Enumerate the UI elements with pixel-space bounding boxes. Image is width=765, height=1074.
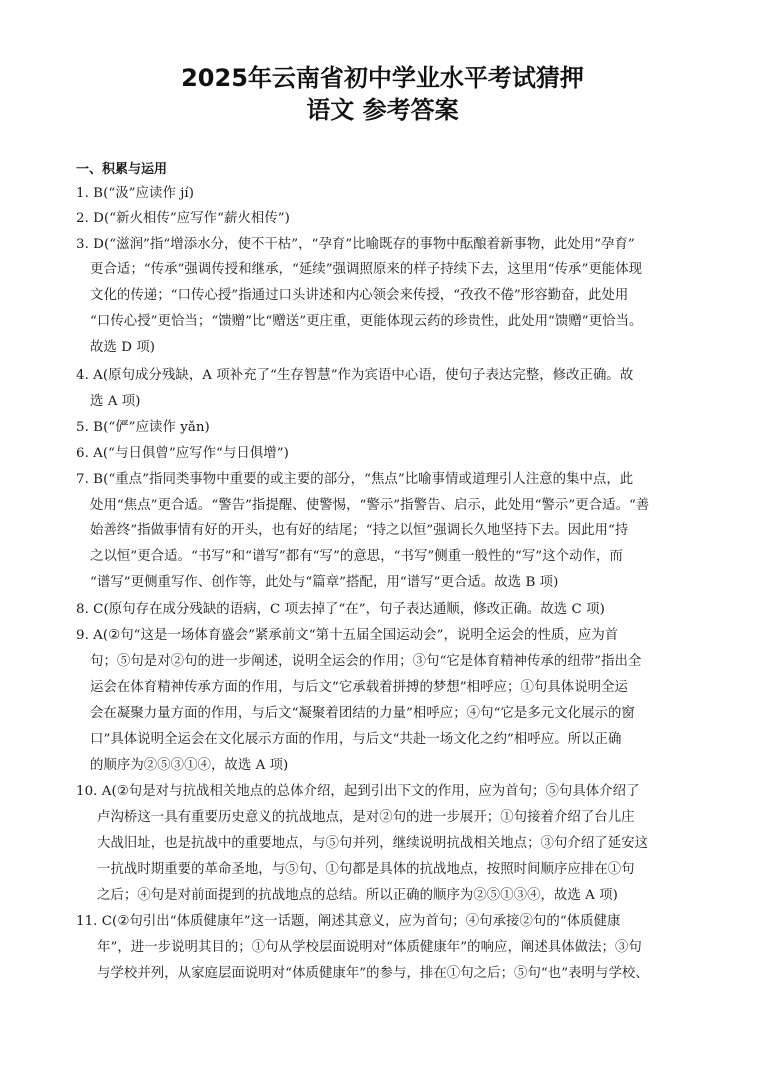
- answer-7-line-1: 7. B(“重点”指同类事物中重要的或主要的部分，“焦点”比喻事情或道理引人注意的集中点，此: [76, 472, 634, 487]
- answer-8: 8. C(原句存在成分残缺的语病，C 项去掉了“在”，句子表达通顺，修改正确。故选 C 项): [76, 602, 605, 617]
- answer-10-line-4: 一抗战时期重要的革命圣地，与⑤句、①句都是具体的抗战地点，按照时间顺序应排在①句: [97, 862, 635, 877]
- answer-9-line-1: 9. A(②句“这是一场体育盛会”紧承前文“第十五届全国运动会”，说明全运会的性质，应为首: [76, 628, 619, 643]
- answer-4-line-1: 4. A(原句成分残缺，A 项补充了“生存智慧”作为宾语中心语，使句子表达完整，修改正确。故: [76, 368, 634, 383]
- answer-9-line-4: 会在凝聚力量方面的作用，与后文“凝聚着团结的力量”相呼应；④句“它是多元文化展示的窗: [90, 706, 635, 721]
- answer-7-line-4: 之以恒”更合适。“书写”和“谱写”都有“写”的意思，“书写”侧重一般性的“写”这个动作，而: [90, 549, 623, 564]
- answer-2: 2. D(“新火相传”应写作“薪火相传”): [76, 211, 290, 226]
- answer-11-line-1: 11. C(②句引出“体质健康年”这一话题，阐述其意义，应为首句；④句承接②句的“体质健康: [76, 914, 621, 929]
- answer-3-line-2: 更合适；“传承”强调传授和继承，“延续”强调照原来的样子持续下去，这里用“传承”更能体现: [90, 262, 643, 277]
- answer-7-line-5: “谱写”更侧重写作、创作等，此处与“篇章”搭配，用“谱写”更合适。故选 B 项): [90, 575, 559, 590]
- answer-11-line-3: 与学校并列，从家庭层面说明对“体质健康年”的参与，排在①句之后；⑤句“也”表明与学校、: [97, 966, 649, 981]
- answer-1: 1. B(“汲”应读作 jí): [76, 186, 195, 201]
- answer-3-line-3: 文化的传递；“口传心授”指通过口头讲述和内心领会来传授，“孜孜不倦”形容勤奋，此处用: [90, 288, 629, 303]
- answer-9-line-2: 句；⑤句是对②句的进一步阐述，说明全运会的作用；③句“它是体育精神传承的纽带”指出全: [90, 654, 642, 669]
- answer-3-line-5: 故选 D 项): [90, 340, 155, 355]
- answer-9-line-5: 口”具体说明全运会在文化展示方面的作用，与后文“共赴一场文化之约”相呼应。所以正确: [90, 732, 622, 747]
- answer-7-line-2: 处用“焦点”更合适。“警告”指提醒、使警惕，“警示”指警告、启示，此处用“警示”更合适。“善: [90, 498, 650, 513]
- answer-4-line-2: 选 A 项): [90, 394, 141, 409]
- answer-10-line-5: 之后；④句是对前面提到的抗战地点的总结。所以正确的顺序为②⑤①③④，故选 A 项): [97, 888, 618, 903]
- answer-10-line-1: 10. A(②句是对与抗战相关地点的总体介绍，起到引出下文的作用，应为首句；⑤句具体介绍了: [76, 784, 640, 799]
- document-title: 2025年云南省初中学业水平考试猜押: [181, 64, 584, 92]
- section-heading: 一、积累与运用: [76, 162, 168, 177]
- answer-11-line-2: 年”，进一步说明其目的；①句从学校层面说明对“体质健康年”的响应，阐述具体做法；③句: [97, 940, 642, 955]
- answer-9-line-6: 的顺序为②⑤③①④，故选 A 项): [90, 758, 289, 773]
- answer-7-line-3: 始善终”指做事情有好的开头，也有好的结尾；“持之以恒”强调长久地坚持下去。因此用“持: [90, 523, 629, 538]
- answer-10-line-2: 卢沟桥这一具有重要历史意义的抗战地点，是对②句的进一步展开；①句接着介绍了台儿庄: [97, 810, 635, 825]
- answer-6: 6. A(“与日俱曾”应写作“与日俱增”): [76, 446, 289, 461]
- answer-10-line-3: 大战旧址，也是抗战中的重要地点，与⑤句并列，继续说明抗战相关地点；③句介绍了延安这: [97, 836, 649, 851]
- answer-9-line-3: 运会在体育精神传承方面的作用，与后文“它承载着拼搏的梦想”相呼应；①句具体说明全运: [90, 680, 628, 695]
- document-subtitle: 语文 参考答案: [306, 96, 459, 124]
- answer-3-line-4: “口传心授”更恰当；“馈赠”比“赠送”更庄重，更能体现云药的珍贵性，此处用“馈赠”更恰当。: [90, 314, 643, 329]
- answer-5: 5. B(“俨”应读作 yǎn): [76, 420, 210, 435]
- answer-3-line-1: 3. D(“滋润”指“增添水分，使不干枯”，“孕育”比喻既存的事物中酝酿着新事物，此处用“孕育”: [76, 237, 635, 252]
